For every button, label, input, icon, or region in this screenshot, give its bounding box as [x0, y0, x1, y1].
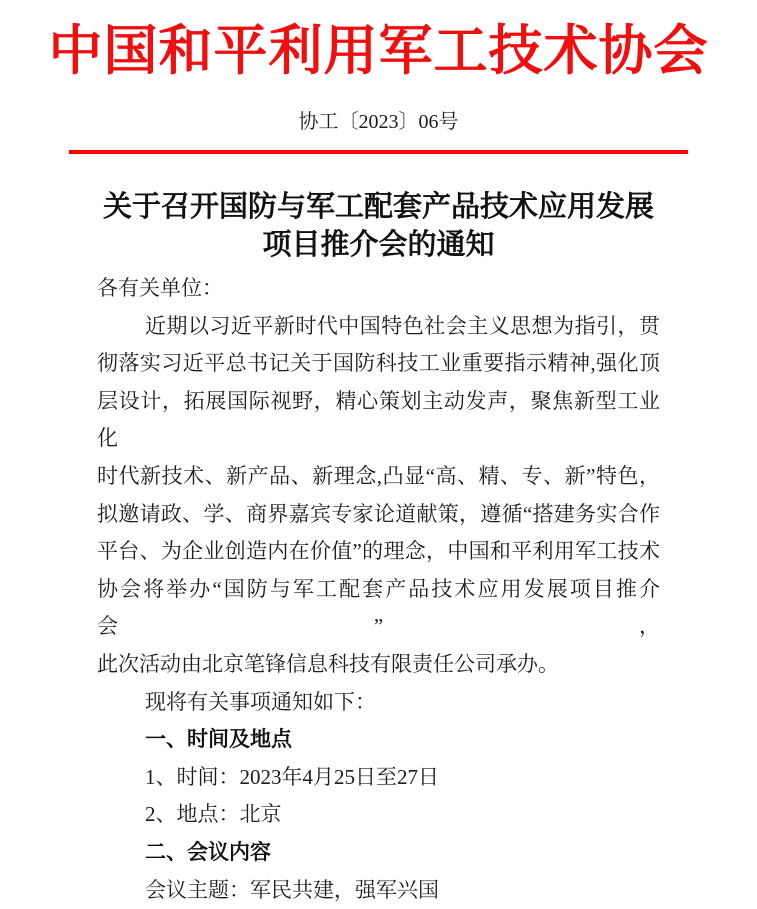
- body-line: 层设计，拓展国际视野，精心策划主动发声，聚焦新型工业化: [97, 383, 660, 458]
- notice-title: [0, 188, 757, 264]
- body-line: 平台、为企业创造内在价值”的理念，中国和平利用军工技术: [97, 533, 660, 571]
- body-line: 拟邀请政、学、商界嘉宾专家论道献策，遵循“搭建务实合作: [97, 496, 660, 534]
- notice-title-line2: 项目推介会的通知: [0, 226, 757, 264]
- body-line: 彻落实习近平总书记关于国防科技工业重要指示精神,强化顶: [97, 345, 660, 383]
- section-heading: 二、会议内容: [97, 834, 660, 872]
- salutation: 各有关单位：: [97, 270, 660, 308]
- section-item: 1、时间：2023年4月25日至27日: [97, 759, 660, 797]
- body-line: 此次活动由北京笔锋信息科技有限责任公司承办。: [97, 646, 660, 684]
- doc-number: 协工〔2023〕06号: [0, 110, 757, 134]
- notice-body: [0, 270, 757, 909]
- body-line: 时代新技术、新产品、新理念,凸显“高、精、专、新”特色，: [97, 458, 660, 496]
- notice-title-line1: 关于召开国防与军工配套产品技术应用发展: [0, 188, 757, 226]
- body-line: 近期以习近平新时代中国特色社会主义思想为指引，贯: [97, 308, 660, 346]
- paragraph-1: [97, 308, 660, 684]
- red-separator-rule: [69, 150, 688, 154]
- paragraph-2: 现将有关事项通知如下：: [97, 684, 660, 722]
- section-time-place: [97, 721, 660, 834]
- letterhead-org-name: 中国和平利用军工技术协会: [0, 0, 757, 86]
- section-item: 2、地点：北京: [97, 796, 660, 834]
- section-heading: 一、时间及地点: [97, 721, 660, 759]
- body-line: 协会将举办“国防与军工配套产品技术应用发展项目推介会”，: [97, 571, 660, 646]
- section-item: 会议主题：军民共建，强军兴国: [97, 872, 660, 909]
- section-meeting-content: [97, 834, 660, 909]
